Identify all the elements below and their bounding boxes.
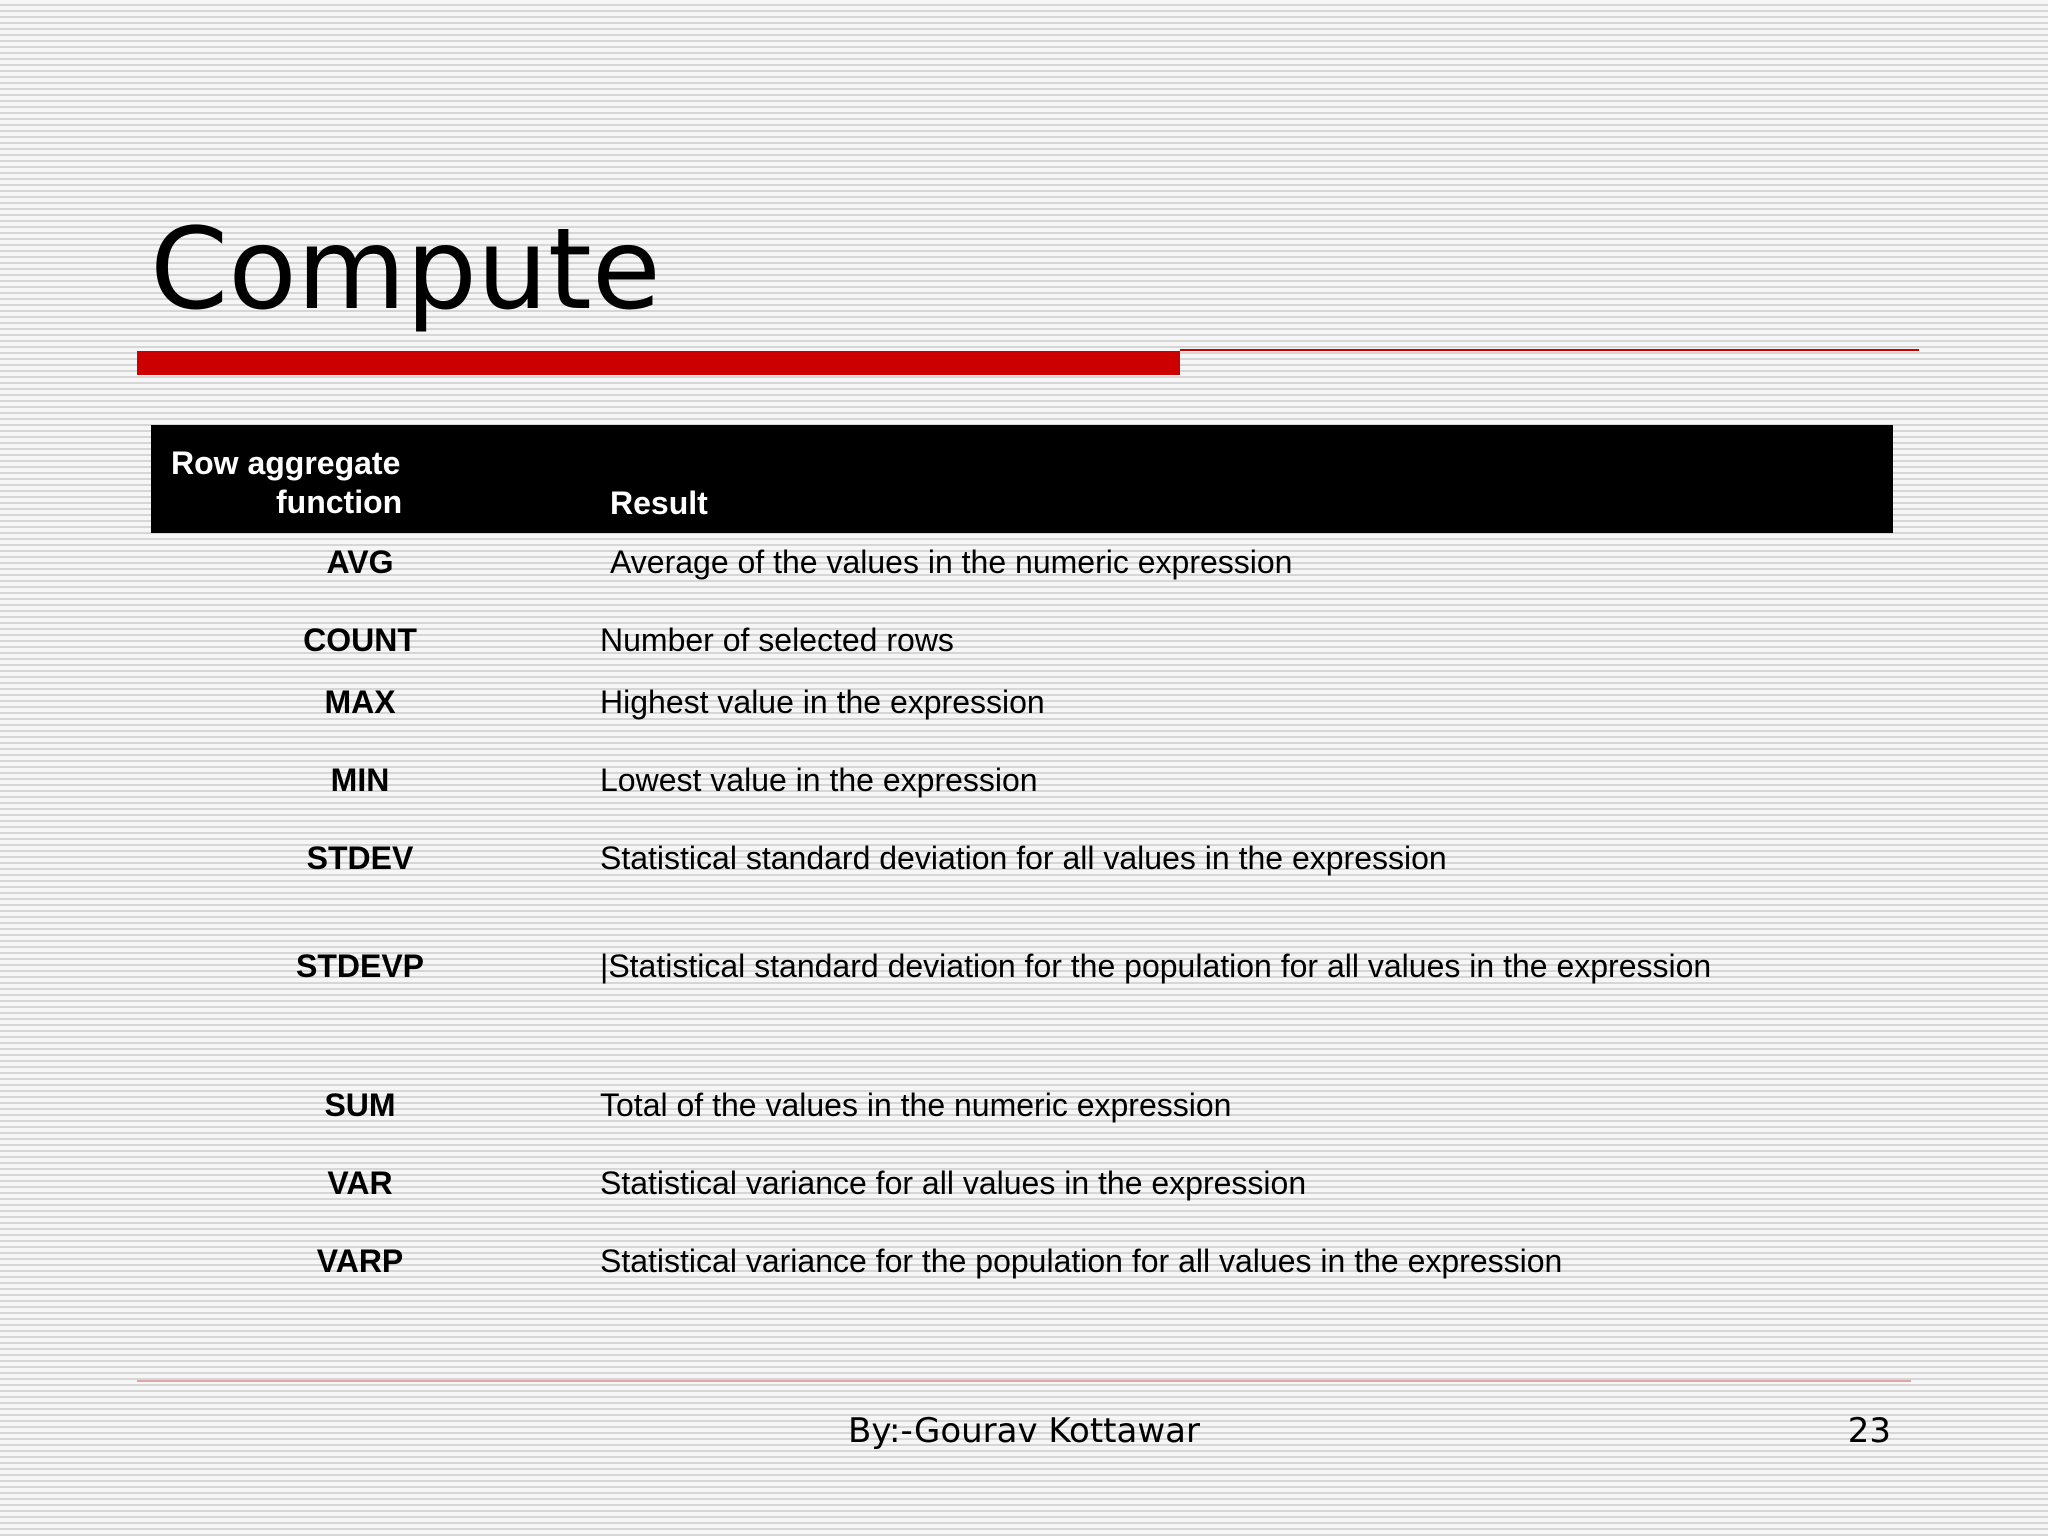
table-row-result: Statistical standard deviation for all values in the expression <box>600 840 1447 876</box>
table-row-function: MIN <box>330 762 390 798</box>
title-accent-bar <box>137 351 1180 375</box>
table-row-function: STDEV <box>306 840 414 876</box>
header-function-line1: Row aggregate <box>171 445 401 481</box>
table-row-result: Highest value in the expression <box>600 684 1045 720</box>
header-function-line2: function <box>276 484 403 520</box>
table-row-result: Lowest value in the expression <box>600 762 1038 798</box>
table-row-result: Total of the values in the numeric expression <box>600 1087 1232 1123</box>
header-function-label <box>171 444 421 522</box>
table-row-result: Statistical variance for the population for all values in the expression <box>600 1243 1563 1279</box>
table-row-result: Average of the values in the numeric expression <box>610 544 1293 580</box>
header-result-label: Result <box>610 485 708 521</box>
table-row-result: |Statistical standard deviation for the population for all values in the expression <box>600 948 1712 984</box>
table-row-result: Statistical variance for all values in the expression <box>600 1165 1307 1201</box>
table-row-function: SUM <box>324 1087 396 1123</box>
table-row-function: MAX <box>324 684 396 720</box>
footer-rule-line <box>137 1380 1911 1382</box>
footer-author: By:-Gourav Kottawar <box>848 1411 1200 1451</box>
table-row-function: AVG <box>326 544 394 580</box>
table-row-result: Number of selected rows <box>600 622 954 658</box>
table-row-function: VARP <box>316 1243 404 1279</box>
table-row-function: VAR <box>327 1165 393 1201</box>
page-number: 23 <box>1847 1411 1891 1451</box>
title-rule-line <box>1180 349 1919 351</box>
table-row-function: STDEVP <box>295 948 425 984</box>
slide-title: Compute <box>150 205 661 335</box>
table-row-function: COUNT <box>303 622 417 658</box>
